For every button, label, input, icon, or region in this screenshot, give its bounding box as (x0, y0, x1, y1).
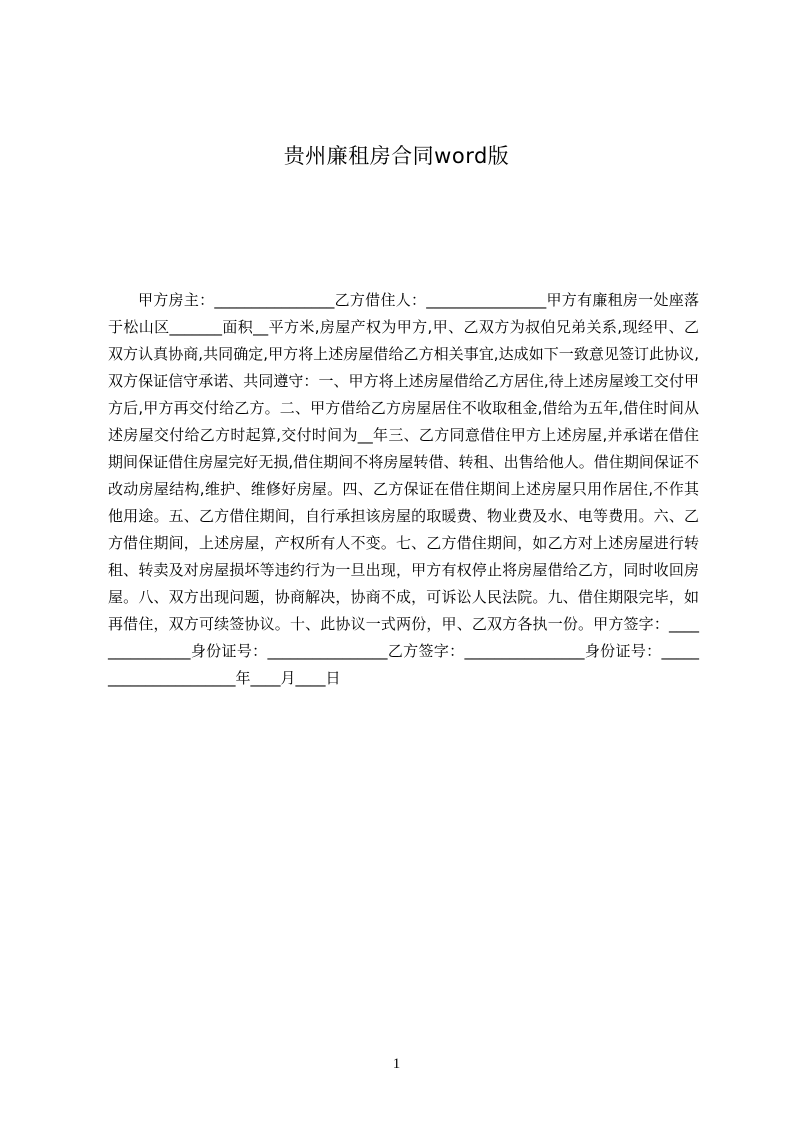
contract-body: 甲方房主：________________乙方借住人：________________甲方有廉租房一处座落于松山区_______面积__平方米,房屋产权为甲方,甲、乙双方为叔伯兄弟关系,现经甲、乙双方认真协商,共同确定,甲方将上述房屋借给乙方相关事宜,达成如下一致意见签订此协议,双方保证信守承诺、共同遵守：一、甲方将上述房屋借给乙方居住,待上述房屋竣工交付甲方后,甲方再交付给乙方。二、甲方借给乙方房屋居住不收取租金,借给为五年,借住时间从述房屋交付给乙方时起算,交付时间为__年三、乙方同意借住甲方上述房屋,并承诺在借住期间保证借住房屋完好无损,借住期间不将房屋转借、转租、出售给他人。借住期间保证不改动房屋结构,维护、维修好房屋。四、乙方保证在借住期间上述房屋只用作居住,不作其他用途。五、乙方借住期间，自行承担该房屋的取暖费、物业费及水、电等费用。六、乙方借住期间，上述房屋，产权所有人不变。七、乙方借住期间，如乙方对上述房屋进行转租、转卖及对房屋损坏等违约行为一旦出现，甲方有权停止将房屋借给乙方，同时收回房屋。八、双方出现问题，协商解决，协商不成，可诉讼人民法院。九、借住期限完毕，如再借住，双方可续签协议。十、此协议一式两份，甲、乙双方各执一份。甲方签字：_______________身份证号：________________乙方签字：________________身份证号：______________________年____月____日 (108, 291, 699, 687)
document-title: 贵州廉租房合同word版 (283, 144, 510, 168)
page-number: 1 (392, 1056, 401, 1072)
